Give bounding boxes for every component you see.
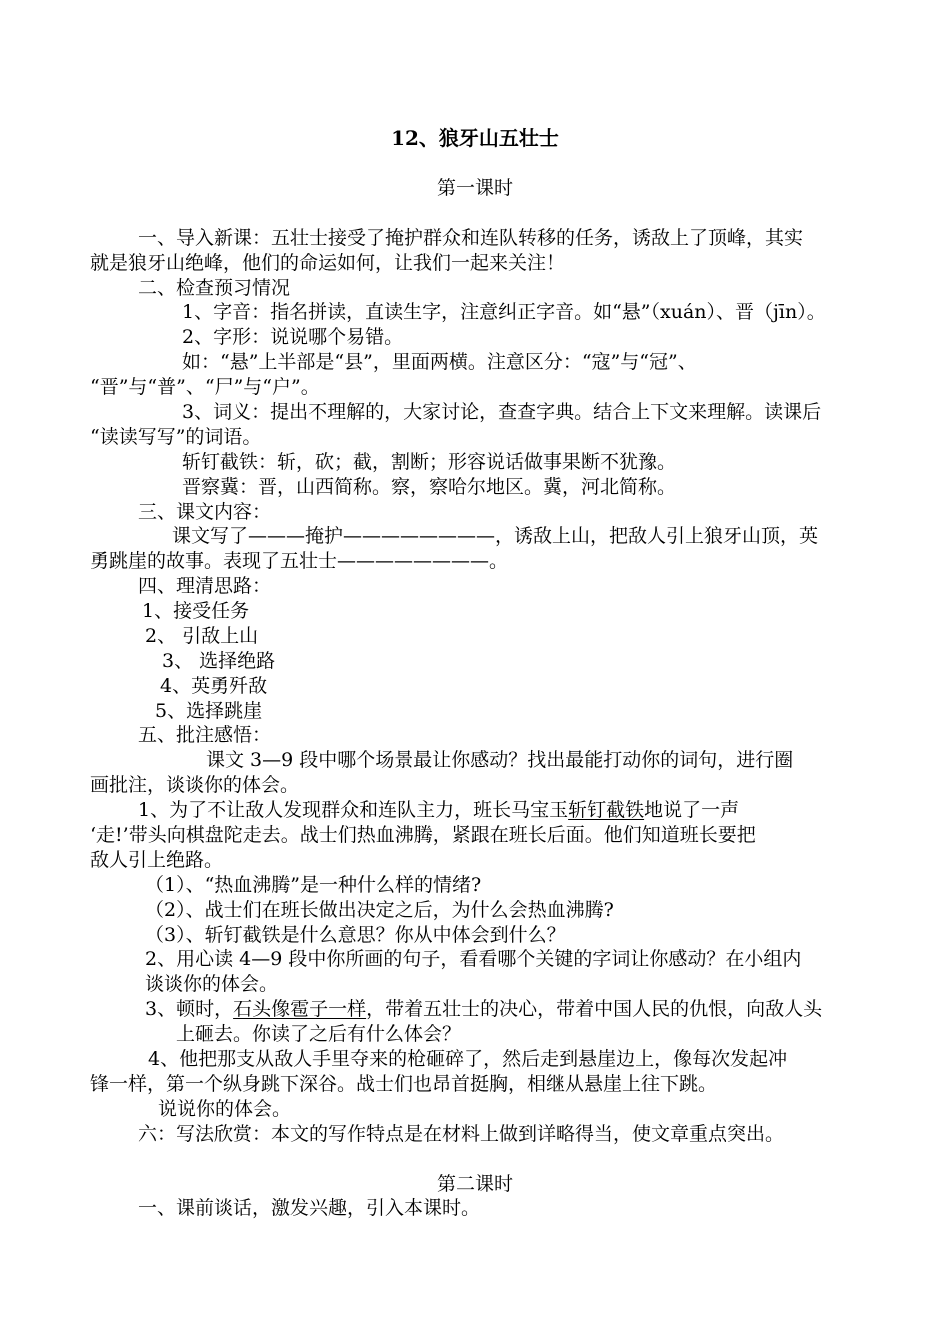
passage-1-line-2: ‘走!’带头向棋盘陀走去。战士们热血沸腾，紧跟在班长后面。他们知道班长要把 [90,824,756,846]
passage-3-text-b: ，带着五壮士的决心，带着中国人民的仇恨，向敌人头 [366,998,823,1020]
passage-4-line-1: 4、他把那支从敌人手里夺来的枪砸碎了，然后走到悬崖边上，像每次发起冲 [148,1048,788,1070]
passage-3-line-1 [145,997,822,1021]
lesson-two-heading: 第二课时 [436,1173,513,1195]
question-1: （1）、“热血沸腾”是一种什么样的情绪? [145,874,482,896]
content-heading: 三、课文内容： [138,501,272,523]
passage-2-line-1: 2、用心读 4—9 段中你所画的句子，看看哪个关键的字词让你感动？在小组内 [145,948,802,970]
passage-1-line-3: 敌人引上绝路。 [90,849,224,871]
word-definition-2: 晋察冀：晋，山西简称。察，察哈尔地区。冀，河北简称。 [182,476,677,498]
passage-4-line-2: 锋一样，第一个纵身跳下深谷。战士们也昂首挺胸，相继从悬崖上往下跳。 [90,1073,718,1095]
word-meaning-line-1: 3、词义：提出不理解的，大家讨论，查查字典。结合上下文来理解。读课后 [182,401,822,423]
passage-4-line-3: 说说你的体会。 [158,1098,292,1120]
question-3: （3）、斩钉截铁是什么意思？你从中体会到什么？ [145,924,566,946]
step-item: 3、 选择绝路 [162,650,276,672]
annotation-line-1: 课文 3—9 段中哪个场景最让你感动？找出最能打动你的词句，进行圈 [206,749,794,771]
passage-1-text-a: 1、为了不让敌人发现群众和连队主力，班长马宝玉 [138,799,569,821]
intro-line-1: 一、导入新课：五壮士接受了掩护群众和连队转移的任务，诱敌上了顶峰，其实 [138,227,804,249]
lesson-one-heading: 第一课时 [436,177,513,199]
pronunciation-line: 1、字音：指名拼读，直读生字，注意纠正字音。如“悬”（xuán）、晋（jīn）。 [182,301,826,323]
word-definition-1: 斩钉截铁：斩，砍；截，割断；形容说话做事果断不犹豫。 [182,451,677,473]
content-line-1: 课文写了———掩护————————，诱敌上山，把敌人引上狼牙山顶，英 [172,525,819,547]
passage-1-underlined: 斩钉截铁 [568,799,645,821]
intro-line-2: 就是狼牙山绝峰，他们的命运如何，让我们一起来关注！ [90,252,566,274]
passage-3-underlined: 石头像雹子一样 [233,998,367,1020]
shape-example-line-1: 如：“悬”上半部是“县”，里面两横。注意区分：“寇”与“冠”、 [182,351,697,373]
character-shape-line: 2、字形：说说哪个易错。 [182,326,404,348]
step-item: 5、选择跳崖 [155,700,263,722]
passage-3-line-2: 上砸去。你读了之后有什么体会？ [176,1023,462,1045]
document-title: 12、狼牙山五壮士 [391,126,559,150]
passage-3-text-a: 3、顿时， [145,998,234,1020]
question-2: （2）、战士们在班长做出决定之后，为什么会热血沸腾? [145,899,614,921]
content-line-2: 勇跳崖的故事。表现了五壮士————————。 [90,550,509,572]
passage-1-text-b: 地说了一声 [644,799,740,821]
step-item: 1、接受任务 [142,600,250,622]
passage-2-line-2: 谈谈你的体会。 [145,973,279,995]
annotation-heading: 五、批注感悟： [138,724,272,746]
step-item: 2、 引敌上山 [145,625,259,647]
thought-heading: 四、理清思路： [138,575,272,597]
lesson-two-intro: 一、课前谈话，激发兴趣，引入本课时。 [138,1197,481,1219]
step-item: 4、英勇歼敌 [160,675,268,697]
shape-example-line-2: “晋”与“普”、“尸”与“户”。 [90,376,320,398]
annotation-line-2: 画批注，谈谈你的体会。 [90,774,300,796]
preview-heading: 二、检查预习情况 [138,277,291,299]
passage-1-line-1 [138,798,739,822]
writing-appreciation: 六：写法欣赏：本文的写作特点是在材料上做到详略得当，使文章重点突出。 [138,1123,785,1145]
word-meaning-line-2: “读读写写”的词语。 [90,426,262,448]
